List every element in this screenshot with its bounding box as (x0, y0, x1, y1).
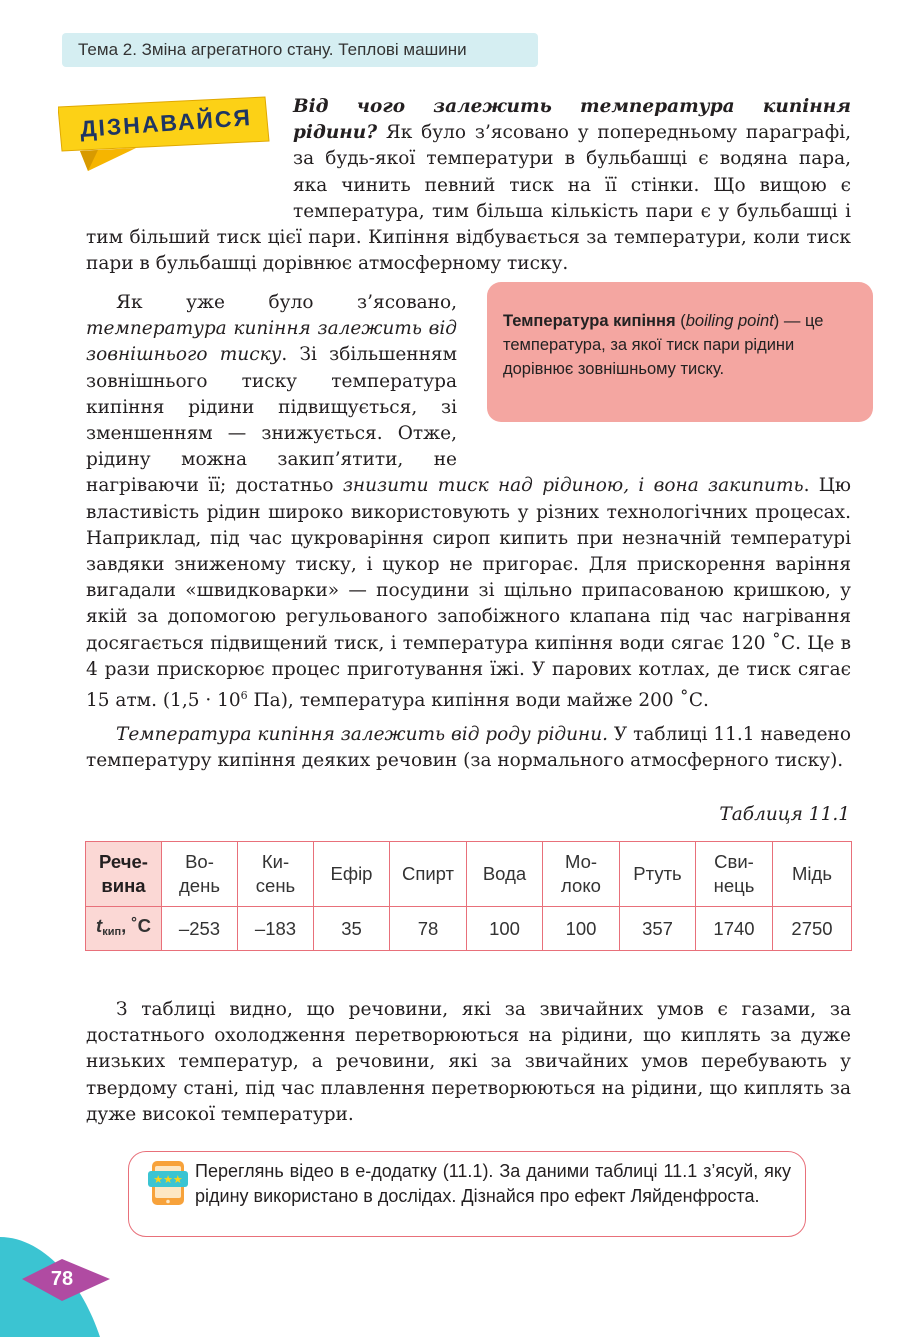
table-header-row (86, 842, 852, 907)
p2-part1: Як уже було з’ясовано, (116, 292, 457, 313)
col-name: Мо- (564, 851, 598, 872)
table-cell: 2750 (773, 907, 852, 951)
col-name: Ртуть (633, 863, 682, 884)
table-cell: 100 (543, 907, 620, 951)
table-header-cell (696, 842, 773, 907)
p2-exponent: 6 (240, 689, 248, 703)
row-label-t: t (96, 914, 103, 936)
page-number: 78 (50, 1268, 74, 1290)
table-value-row (86, 907, 852, 951)
table-header-cell (162, 842, 238, 907)
col-name: Ки- (261, 851, 290, 872)
p3-italic: Температура кипіння залежить від роду рідини. (116, 724, 609, 745)
p2-part2: . Зі збільшенням зовнішнього тиску температура кипіння рідини підвищується, зі зменшенням — знижується. Отже, рідину можна закип’ятити, не нагріваючи її; достатньо (86, 344, 457, 497)
topic-header: Тема 2. Зміна агрегатного стану. Теплові машини (62, 33, 538, 67)
col-name: нець (713, 875, 755, 896)
table-header-cell (773, 842, 852, 907)
svg-text:★★★: ★★★ (153, 1173, 183, 1186)
p2-italic1: температура кипіння залежить від зовнішнього тиску (86, 318, 457, 366)
definition-english: boiling point (685, 312, 774, 330)
sticker-label: ДІЗНАВАЙСЯ (79, 104, 253, 142)
header-line1: Рече- (99, 851, 148, 872)
definition-body: це температура, за якої тиск пари рідини дорівнює зовнішньому тиску. (503, 312, 824, 378)
table-row-label (86, 907, 162, 951)
table-header-cell (467, 842, 543, 907)
col-name: локо (561, 875, 601, 896)
definition-term: Температура кипіння (503, 312, 676, 330)
table-cell: –253 (162, 907, 238, 951)
row-label-sub: кип (102, 925, 122, 938)
col-name: Мідь (792, 863, 832, 884)
task-text: Переглянь відео в е-додатку (11.1). За даними таблиці 11.1 з’ясуй, яку рідину використано в дослідах. Дізнайся про ефект Ляйденфроста. (195, 1161, 791, 1206)
p2-part4: Па), температура кипіння води майже 200 ˚С. (247, 690, 709, 712)
col-name: день (179, 875, 220, 896)
table-header-substance (86, 842, 162, 907)
p2-italic2: знизити тиск над рідиною, і вона закипить (342, 475, 804, 497)
table-caption: Таблиця 11.1 (719, 804, 850, 825)
table-cell: 1740 (696, 907, 773, 951)
header-line2: вина (101, 875, 146, 896)
definition-open: ( (675, 312, 686, 330)
col-name: Вода (482, 863, 527, 884)
table-header-cell (620, 842, 696, 907)
paragraph1-question: Від чого залежить температура кипіння рідини? (293, 96, 851, 144)
table-cell: 357 (620, 907, 696, 951)
col-name: Во- (185, 851, 214, 872)
p3-text: У таблиці 11.1 наведено температуру кипіння деяких речовин (за нормального атмосферного тиску). (86, 724, 851, 772)
table-cell: –183 (238, 907, 314, 951)
paragraph1-text: Як було з’ясовано у попередньому параграфі, за будь-якої температури в бульбашці є водяна пара, яка чинить певний тиск на її стінки. Що вищою є температура, тим більша кількість пари є у бульбашці і тим більший тиск цієї пари. Кипіння відбувається за температури, коли тиск пари в бульбашці дорівнює атмосферному тиску. (86, 122, 851, 275)
video-phone-icon (146, 1159, 190, 1207)
table-cell: 78 (390, 907, 467, 951)
definition-close: ) — (773, 312, 801, 330)
paragraph-boiling-dependence (86, 94, 851, 277)
table-header-cell (543, 842, 620, 907)
col-name: Спирт (401, 863, 455, 884)
table-header-cell (390, 842, 467, 907)
boiling-point-table (85, 841, 852, 951)
paragraph-external-pressure (86, 290, 851, 714)
paragraph-conclusion: З таблиці видно, що речовини, які за звичайних умов є газами, за достатнього охолодження перетворюються на рідини, що киплять за дуже низьких температур, а речовини, які за звичайних умов перебувають у твердому стані, під час плавлення перетворюються на рідини, що киплять за дуже високої температури. (86, 999, 851, 1125)
table-cell: 100 (467, 907, 543, 951)
table-cell: 35 (314, 907, 390, 951)
table-header-cell (238, 842, 314, 907)
paragraph-liquid-kind (86, 722, 851, 774)
col-name: сень (255, 875, 296, 896)
row-label-unit: , ˚С (121, 914, 151, 936)
col-name: Ефір (330, 863, 373, 884)
table-header-cell (314, 842, 390, 907)
p2-part3: . Цю властивість рідин широко використовують у різних технологічних процесах. Наприклад, під час цукроваріння сироп кипить при незначній температурі завдяки зниженому тиску, і цукор не пригорає. Для прискорення варіння вигадали «швидковарки» — посудини зі щільно припасованою кришкою, у якій за допомогою регульованого запобіжного клапана під час нагрівання досягається підвищений тиск, і температура кипіння води сягає 120 ˚С. Це в 4 рази прискорює процес приготування їжі. У парових котлах, де тиск сягає 15 атм. (1,5 · 10 (86, 475, 851, 712)
col-name: Сви- (714, 851, 754, 872)
